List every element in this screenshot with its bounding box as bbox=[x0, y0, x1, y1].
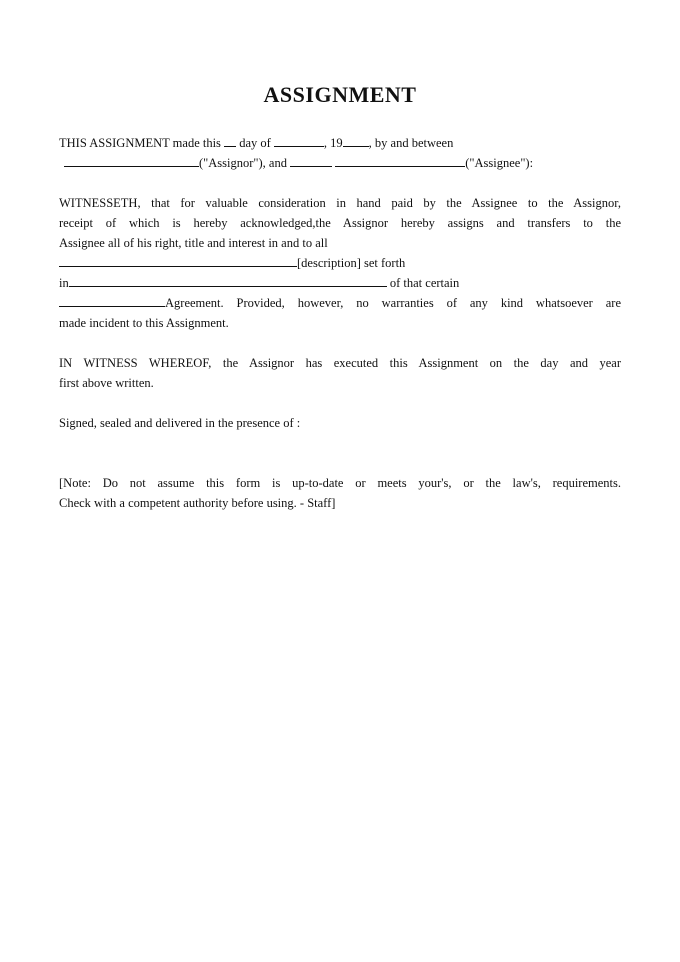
intro-text: ("Assignee"): bbox=[465, 156, 534, 170]
intro-text: ("Assignor"), and bbox=[199, 156, 287, 170]
signed-line: Signed, sealed and delivered in the presence of : bbox=[59, 416, 301, 430]
witnesseth-text: [description] set forth bbox=[297, 256, 406, 270]
blank-assignor bbox=[64, 155, 199, 167]
blank-description bbox=[59, 255, 297, 267]
note-line: [Note: Do not assume this form is up-to-date or meets your's, or the law's, requirements. bbox=[59, 476, 621, 490]
intro-text: , by and between bbox=[368, 136, 454, 150]
intro-line-2 bbox=[59, 155, 621, 171]
blank-year bbox=[343, 135, 369, 147]
in-witness-line: IN WITNESS WHEREOF, the Assignor has executed this Assignment on the day and year bbox=[59, 356, 621, 370]
witnesseth-line bbox=[59, 255, 621, 271]
witnesseth-line: made incident to this Assignment. bbox=[59, 316, 229, 330]
in-witness-line: first above written. bbox=[59, 376, 154, 390]
document-title: ASSIGNMENT bbox=[263, 82, 417, 107]
witnesseth-line: receipt of which is hereby acknowledged,the Assignor hereby assigns and transfers to the bbox=[59, 216, 621, 230]
blank-assignee bbox=[335, 155, 465, 167]
witnesseth-line: WITNESSETH, that for valuable consideration in hand paid by the Assignee to the Assignor, bbox=[59, 196, 621, 210]
intro-line-1 bbox=[59, 135, 621, 151]
blank-month bbox=[274, 135, 324, 147]
blank-and bbox=[290, 155, 332, 167]
witnesseth-line bbox=[59, 295, 621, 311]
witnesseth-line: Assignee all of his right, title and interest in and to all bbox=[59, 236, 328, 250]
intro-text: , 19 bbox=[323, 136, 343, 150]
intro-text: day of bbox=[239, 136, 271, 150]
witnesseth-text: in bbox=[59, 276, 69, 290]
note-line: Check with a competent authority before using. - Staff] bbox=[59, 496, 336, 510]
intro-text: THIS ASSIGNMENT made this bbox=[59, 136, 221, 150]
witnesseth-line bbox=[59, 275, 621, 291]
blank-location bbox=[69, 275, 387, 287]
blank-agreement bbox=[59, 295, 165, 307]
blank-day bbox=[224, 135, 236, 147]
witnesseth-text: Agreement. Provided, however, no warranties of any kind whatsoever are bbox=[165, 296, 621, 310]
witnesseth-text: of that certain bbox=[389, 276, 460, 290]
